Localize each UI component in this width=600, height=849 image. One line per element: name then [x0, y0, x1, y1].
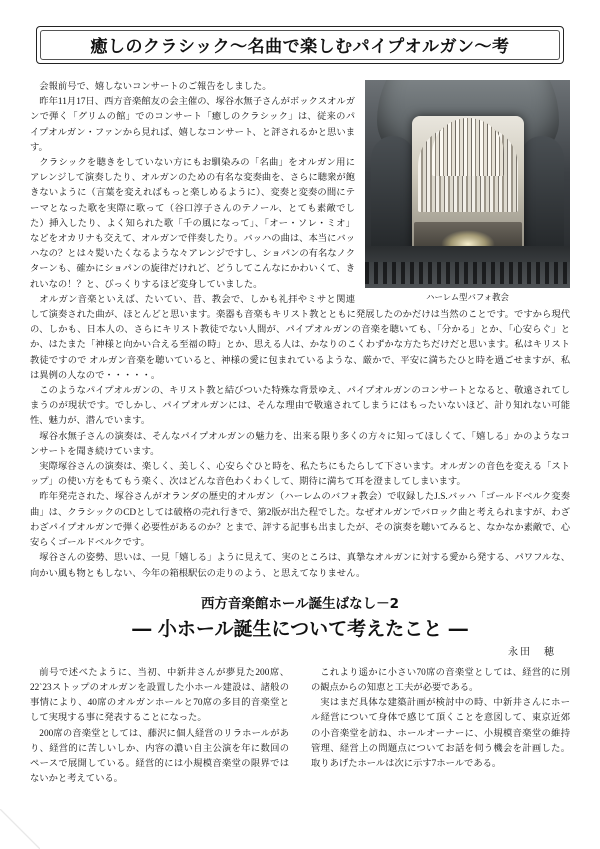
article2-title: ― 小ホール誕生について考えたこと ― [132, 617, 468, 640]
page-corner-curl [0, 809, 40, 849]
paragraph: 塚谷水無子さんの演奏は、そんなパイプオルガンの魅力を、出来る限り多くの方々に知ってほしくて、「嬉しる」かのようなコンサートを聞き続けています。 [30, 431, 570, 457]
paragraph: このようなパイプオルガンの、キリスト教と結びついた特殊な背景ゆえ、パイプオルガンのコンサートとなると、敬遠されてしまうのが現状です。でしかし、パイプオルガンには、そんな理由で敬遠されてしまうにはもったいないほど、計り知れない可能性、魅力が、潜んでいます。 [30, 386, 570, 427]
paragraph: クラシックを聴きをしていない方にもお馴染みの「名曲」をオルガン用にアレンジして演奏したり、オルガンのための有名な変奏曲を、さらに聴衆が飽きないように（言葉を変えればもっと楽しめるように）、変奏と変奏の間にテーマとなった歌を実際に歌って（谷口淳子さんのテノール、とても素敵でした）挿入したり、よく知られた歌「千の風になって」、「オー・ソレ・ミオ」などをオカリナも交えて、オルガンで伴奏したり。バッハの曲は、本当にバッハなの？とは々髪いたくなるような々アレンジですし、ショパンの有名なノクターンも、確かにショパンの旋律だけれど、どうしてこんなにかわいくて、きれいなの！？と、びっくりするほど変身していました。 [30, 158, 355, 290]
congregation-silhouettes [365, 262, 570, 284]
article2-columns [30, 666, 570, 788]
article-hall-birth [30, 592, 570, 788]
figure-cathedral [365, 80, 570, 303]
paragraph: オルガン音楽といえば、たいてい、昔、教会で、しかも礼拝やミサと関連して演奏された曲が、ほとんどと思います。楽器も音楽もキリスト教とともに発展したのかだけは当然のことです。ですから現代の、しかも、日本人の、さらにキリスト教徒でない人間が、パイプオルガンの音楽を聴いても、「分かる」とか、「心安らぐ」とか、はたまた「神様と向かい合える至福の時」とか、思える人は、かなりのこくわずかな方たちだけだと思います。私はキリスト教徒ですので オルガン音楽を聴いていると、神様の愛に包まれているような、厳かで、平安に満ちたひと時を過ごせますが、私は異例の人なので・・・・・。 [30, 294, 570, 381]
article2-byline: 永田 穂 [508, 646, 556, 658]
article2-column-right [311, 666, 570, 788]
figure-caption: ハーレム型バフォ教会 [426, 292, 509, 302]
paragraph: 200席の音楽堂としては、藤沢に個人経営のリラホールがあり、経営的に苦しいしか、内容の濃い自主公演を年に数回のペースで展開している。経営的には小規模音楽堂の限界ではないかと考えている。 [30, 728, 289, 785]
organ-pipes-upper [432, 118, 504, 176]
page-title: 癒しのクラシック～名曲で楽しむパイプオルガン～考 [90, 37, 510, 57]
paragraph: 会報前号で、嬉しないコンサートのご報告をしました。 [39, 82, 272, 92]
paragraph: 実際塚谷さんの演奏は、楽しく、美しく、心安らぐひと時を、私たちにもたらして下さいます。オルガンの音色を変える「ストップ」の使い方をもてもう楽く、次はどんな音色わくわくして、期待に満ちて耳を澄ましてしまいます。 [30, 462, 570, 488]
paragraph: 塚谷さんの姿勢、思いは、一見「嬉しる」ように見えて、実のところは、真摯なオルガンに対する愛から発する、パワフルな、向かい風も物ともしない、今年の箱根駅伝の走りのよう、と思えてなりません。 [30, 553, 570, 579]
article2-column-left [30, 666, 289, 788]
paragraph: 前号で述べたように、当初、中新井さんが夢見た200席、22`23ストップのオルガンを設置した小ホール建設は、諸般の事情により、40席のオルガンホールと70席の多目的音楽堂として実現する事に発表することになった。 [30, 667, 289, 724]
paragraph: 昨年発売された、塚谷さんがオランダの歴史的オルガン（ハーレムのバフォ教会）で収録したJ.S.バッハ「ゴールドベルク変奏曲」は、クラシックのCDとしては破格の売れ行きで、第2版が出た程でした。なぜオルガンでバロック曲と考えられますが、わざわざパイプオルガンで弾く必要性があるのか？とまで、評する記事も出ましたが、その演奏を聴いてみると、なかなか素敵で、心安らくゴールドベルクです。 [30, 492, 570, 549]
header-banner [36, 26, 564, 70]
paragraph: これより遥かに小さい70席の音楽堂としては、経営的に別の観点からの知恵と工夫が必要である。 [311, 667, 570, 693]
paragraph: 昨年11月17日、西方音楽館友の会主催の、塚谷水無子さんがボックスオルガンで弾く「グリムの館」でのコンサート「癒しのクラシック」は、従来のパイプオルガン・ファンから見れば、嬉しなコンサート、と評されるかと思います。 [30, 97, 355, 153]
cathedral-photo [365, 80, 570, 288]
article2-subtitle: 西方音楽館ホール誕生ばなし－2 [200, 595, 400, 612]
paragraph: 実はまだ具体な建築計画が検討中の時、中新井さんにホール経営について身体で感じて頂くことを意図して、東京近郊の小音楽堂を訪ね、ホールオーナーに、小規模音楽堂の維持管理、経営上の問題点についてお話を伺う機会を計画した。取りあげたホールは次に示す7ホールである。 [311, 698, 570, 769]
article-classic-organ [30, 80, 570, 582]
cathedral-floor [365, 246, 570, 288]
